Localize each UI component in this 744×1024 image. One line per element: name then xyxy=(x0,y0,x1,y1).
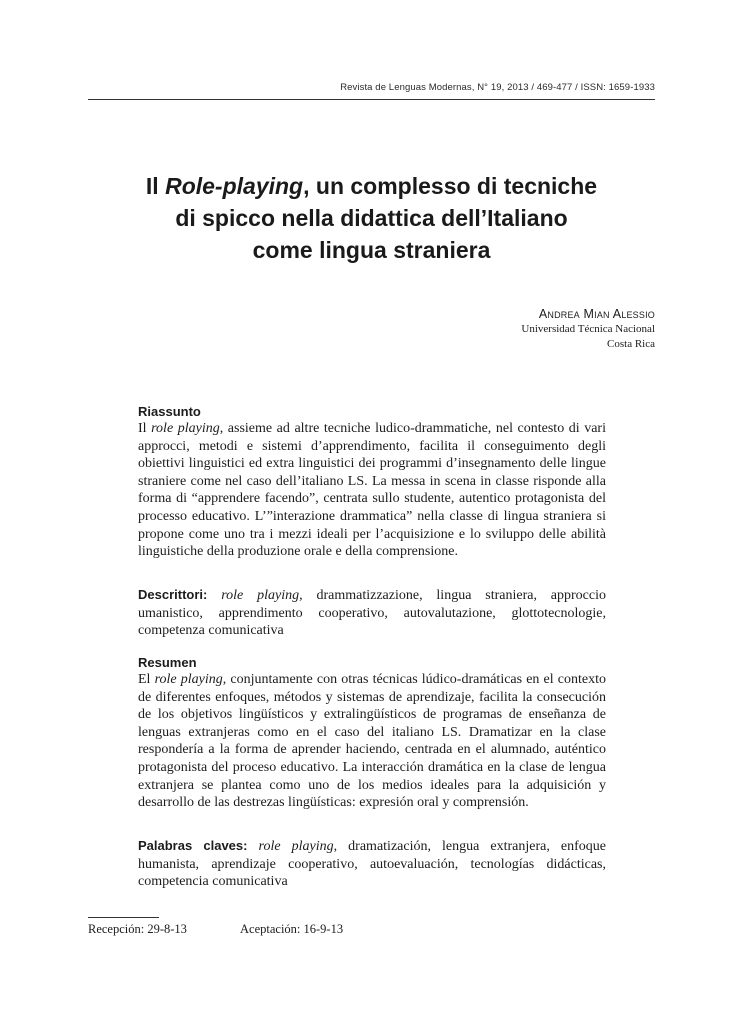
article-title xyxy=(88,170,655,266)
title-line-1 xyxy=(88,170,655,202)
footnote-rule xyxy=(88,917,159,918)
riassunto-italic: role playing xyxy=(151,421,220,436)
palabras-label: Palabras claves: xyxy=(138,838,248,853)
descrittori-body xyxy=(138,586,606,640)
riassunto-section xyxy=(138,404,606,561)
title-line-3: come lingua straniera xyxy=(252,237,491,263)
resumen-text: , conjuntamente con otras técnicas lúdico-dramáticas en el contexto de diferentes enfoques, métodos y sistemas de aprendizaje, facilita la consecución de los objetivos lingüísticos y extralingüísticos de programas de enseñanza de lenguas extranjeras como en el caso del italiano LS. Dramatizar en la clase respondería a la forma de aprender haciendo, centrada en el alumnado, auténtico protagonista del proceso educativo. La interacción dramática en la clase de lengua extranjera se plantea como uno de los medios ideales para la adquisición y desarrollo de las destrezas lingüísticas: expresión oral y comprensión. xyxy=(138,672,606,811)
resumen-heading: Resumen xyxy=(138,655,197,670)
resumen-section xyxy=(138,655,606,812)
resumen-lead: El xyxy=(138,672,155,687)
palabras-body xyxy=(138,837,606,891)
resumen-body xyxy=(138,671,606,812)
palabras-section xyxy=(138,837,606,891)
palabras-italic: role playing xyxy=(258,839,334,854)
riassunto-heading: Riassunto xyxy=(138,404,201,419)
riassunto-lead: Il xyxy=(138,421,152,436)
palabras-text: , dramatización, lengua extranjera, enfoque humanista, aprendizaje cooperativo, autoevaluación, tecnologías didácticas, competencia comunicativa xyxy=(138,839,607,890)
author-country: Costa Rica xyxy=(607,338,655,350)
title-italic: Role-playing xyxy=(165,173,304,199)
reception-date: Recepción: 29-8-13 xyxy=(88,922,187,936)
running-header: Revista de Lenguas Modernas, N° 19, 2013 / 469-477 / ISSN: 1659-1933 xyxy=(340,82,655,93)
header-rule xyxy=(88,99,655,100)
resumen-italic: role playing xyxy=(154,672,223,687)
title-prefix: Il xyxy=(145,173,166,199)
descrittori-section xyxy=(138,586,606,640)
author-institution: Universidad Técnica Nacional xyxy=(521,323,655,335)
descrittori-label: Descrittori: xyxy=(138,587,208,602)
riassunto-body xyxy=(138,420,606,561)
title-rest: , un complesso di tecniche xyxy=(303,173,598,199)
author-name: Andrea Mian Alessio xyxy=(538,307,655,321)
acceptance-date: Aceptación: 16-9-13 xyxy=(240,922,344,936)
riassunto-text: , assieme ad altre tecniche ludico-drammatiche, nel contesto di vari approcci, metodi e sistemi d’apprendimento, facilita il conseguimento degli obiettivi linguistici ed extra linguistici dei programmi d’insegnamento delle lingue straniere come nel caso dell’italiano LS. La messa in scena in classe risponde alla forma di “apprendere facendo”, centrata sullo studente, autentico protagonista del processo educativo. L’”interazione drammatica” nella classe di lingua straniera si propone come uno tra i mezzi ideali per l’acquisizione e lo sviluppo delle abilità linguistiche della produzione orale e della comprensione. xyxy=(138,421,606,560)
title-line-2: di spicco nella didattica dell’Italiano xyxy=(175,205,568,231)
descrittori-italic: role playing xyxy=(221,588,300,603)
descrittori-text: , drammatizzazione, lingua straniera, approccio umanistico, apprendimento cooperativo, autovalutazione, glottotecnologie, competenza comunicativa xyxy=(138,588,607,639)
